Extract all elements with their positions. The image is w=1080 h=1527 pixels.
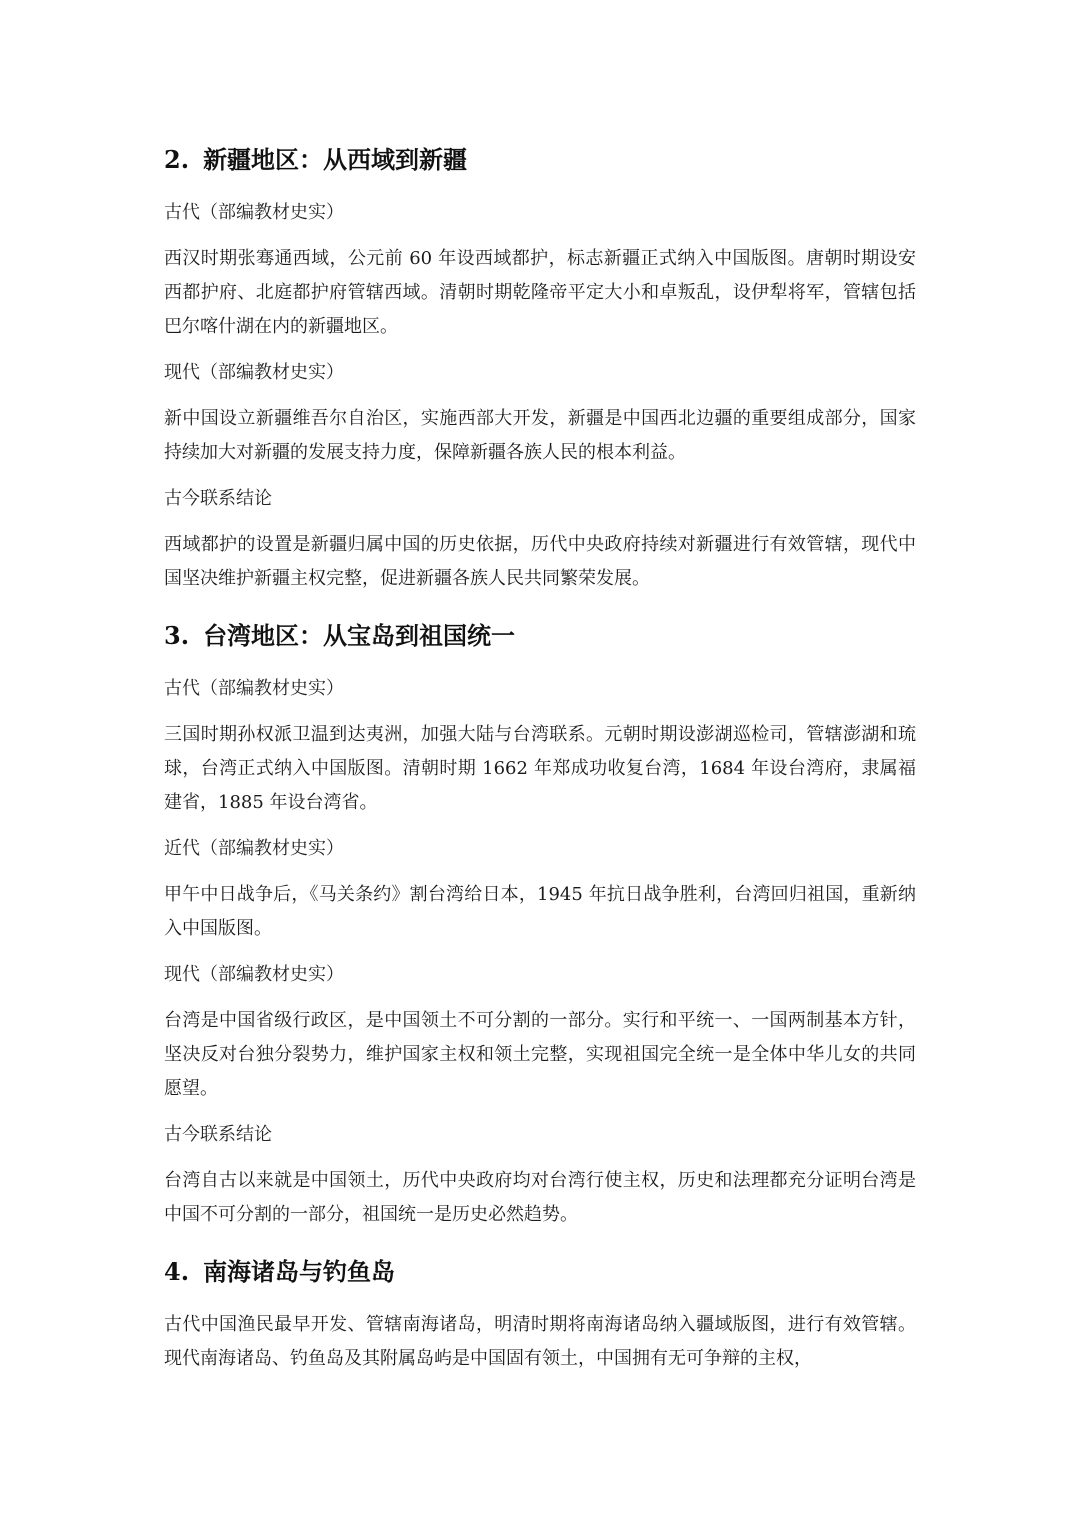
- paragraph-ancient: 西汉时期张骞通西域，公元前 60 年设西域都护，标志新疆正式纳入中国版图。唐朝时期设安西都护府、北庭都护府管辖西域。清朝时期乾隆帝平定大小和卓叛乱，设伊犁将军，管辖包括巴尔喀什湖在内的新疆地区。: [164, 248, 916, 337]
- sub-label-conclusion: 古今联系结论: [164, 488, 272, 509]
- sub-label-modern: 现代（部编教材史实）: [164, 964, 344, 985]
- section-south-china-sea: [164, 1250, 916, 1376]
- section-number: 3.: [164, 621, 190, 650]
- paragraph-conclusion: 西域都护的设置是新疆归属中国的历史依据，历代中央政府持续对新疆进行有效管辖，现代中国坚决维护新疆主权完整，促进新疆各族人民共同繁荣发展。: [164, 534, 916, 589]
- sub-label-conclusion: 古今联系结论: [164, 1124, 272, 1145]
- paragraph-modern-era: 甲午中日战争后，《马关条约》割台湾给日本，1945 年抗日战争胜利，台湾回归祖国，重新纳入中国版图。: [164, 884, 916, 939]
- sub-label-ancient: 古代（部编教材史实）: [164, 678, 344, 699]
- sub-label-modern: 现代（部编教材史实）: [164, 362, 344, 383]
- section-xinjiang: [164, 138, 916, 596]
- paragraph-modern: 新中国设立新疆维吾尔自治区，实施西部大开发，新疆是中国西北边疆的重要组成部分，国家持续加大对新疆的发展支持力度，保障新疆各族人民的根本利益。: [164, 408, 916, 463]
- section-number: 4.: [164, 1257, 190, 1286]
- paragraph-islands: 古代中国渔民最早开发、管辖南海诸岛，明清时期将南海诸岛纳入疆域版图，进行有效管辖。现代南海诸岛、钓鱼岛及其附属岛屿是中国固有领土，中国拥有无可争辩的主权，: [164, 1314, 916, 1369]
- sub-label-ancient: 古代（部编教材史实）: [164, 202, 344, 223]
- section-taiwan: [164, 614, 916, 1232]
- section-heading: [164, 138, 916, 182]
- section-title-text: 台湾地区：从宝岛到祖国统一: [203, 621, 516, 650]
- section-title-text: 新疆地区：从西域到新疆: [203, 145, 468, 174]
- document-page: [164, 138, 916, 1394]
- section-heading: [164, 614, 916, 658]
- section-title-text: 南海诸岛与钓鱼岛: [203, 1257, 396, 1286]
- paragraph-conclusion: 台湾自古以来就是中国领土，历代中央政府均对台湾行使主权，历史和法理都充分证明台湾是中国不可分割的一部分，祖国统一是历史必然趋势。: [164, 1170, 916, 1225]
- paragraph-modern: 台湾是中国省级行政区，是中国领土不可分割的一部分。实行和平统一、一国两制基本方针，坚决反对台独分裂势力，维护国家主权和领土完整，实现祖国完全统一是全体中华儿女的共同愿望。: [164, 1010, 916, 1099]
- section-heading: [164, 1250, 916, 1294]
- sub-label-modern-era: 近代（部编教材史实）: [164, 838, 344, 859]
- section-number: 2.: [164, 145, 190, 174]
- paragraph-ancient: 三国时期孙权派卫温到达夷洲，加强大陆与台湾联系。元朝时期设澎湖巡检司，管辖澎湖和琉球，台湾正式纳入中国版图。清朝时期 1662 年郑成功收复台湾，1684 年设台湾府，隶属福建省，1885 年设台湾省。: [164, 724, 916, 813]
